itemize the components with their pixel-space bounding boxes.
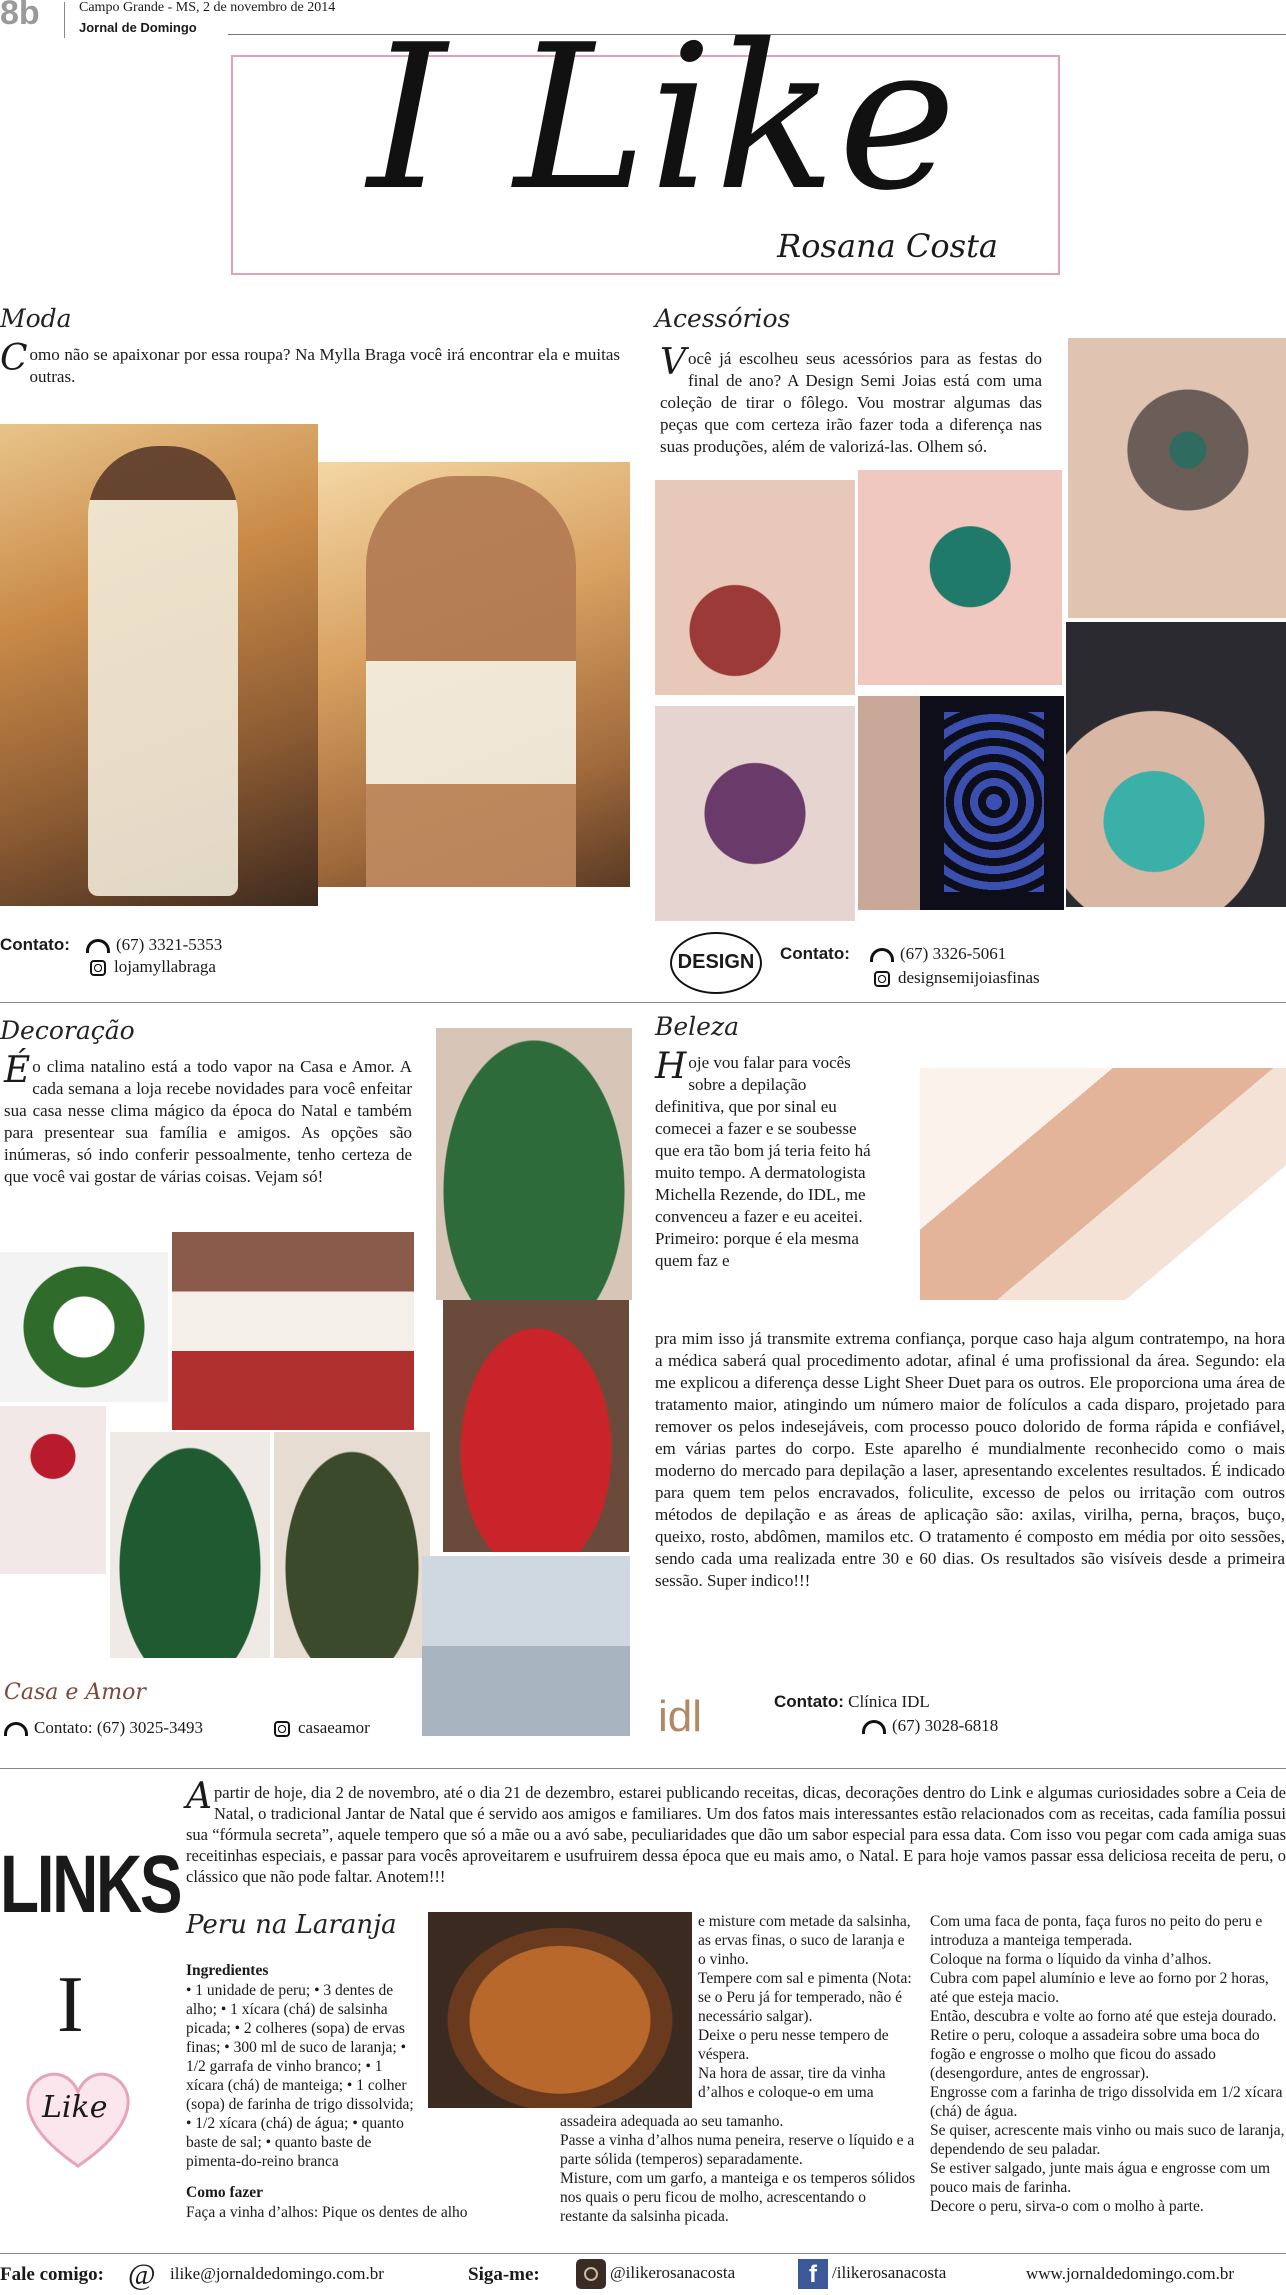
moda-photo-1 (0, 424, 318, 906)
acessorios-photo-purple (655, 706, 855, 921)
decoracao-instagram-handle: casaeamor (298, 1718, 370, 1737)
beleza-photo-legs (920, 1068, 1286, 1300)
acessorios-photo-red (655, 480, 855, 695)
acessorios-photo-turquoise (1066, 622, 1286, 907)
acessorios-contact (780, 944, 850, 964)
decoracao-photo-snow (422, 1556, 630, 1736)
footer-email[interactable]: ilike@jornaldedomingo.com.br (170, 2264, 384, 2283)
beleza-phone-number: (67) 3028-6818 (892, 1716, 999, 1735)
section-title-acessorios: Acessórios (655, 304, 791, 333)
links-intro-body: partir de hoje, dia 2 de novembro, até o dia 21 de dezembro, estarei publicando receitas, dicas, decorações dentro do Link e algumas curiosidades sobre a Ceia de Natal, o tradicional Jantar de Natal que é servido aos amigos e familiares. Um dos fatos mais interessantes estão relacionados com as receitas, cada família possui sua “fórmula secreta”, aquele tempero que só a mãe ou a avó sabe, peculiaridades que dão um sabor especial para essa data. Com isso vou pegar com cada amiga suas receitinhas especiais, e passar para vocês aproveitarem e usufruirem dessa época que eu mais amo, o Natal. E para hoje vamos passar essa deliciosa receita de peru, o clássico que não pode faltar. Anotem!!! (186, 1783, 1286, 1886)
decoracao-photo-santas (172, 1232, 414, 1430)
phone-icon (862, 1720, 886, 1734)
header-city-date: Campo Grande - MS, 2 de novembro de 2014 (79, 0, 336, 15)
header-paper-name: Jornal de Domingo (79, 20, 197, 35)
moda-contact (0, 935, 70, 955)
footer-siga-label: Siga-me: (468, 2264, 540, 2285)
links-like: Like (42, 2090, 108, 2125)
footer-facebook[interactable] (798, 2259, 946, 2289)
acessorios-dropcap: V (660, 342, 686, 383)
beleza-contact-label: Contato: (774, 1692, 844, 1711)
links-word: LINKS (0, 1839, 181, 1930)
instagram-icon (90, 960, 106, 976)
phone-icon (4, 1722, 28, 1736)
recipe-title: Peru na Laranja (186, 1910, 397, 1940)
decoracao-dropcap: É (4, 1050, 31, 1091)
acessorios-photo-blue (858, 696, 1064, 910)
acessorios-text (660, 342, 1042, 458)
ingredients-title: Ingredientes (186, 1962, 269, 1979)
footer (0, 2253, 1286, 2295)
how-title: Como fazer (186, 2184, 264, 2201)
at-icon: @ (128, 2258, 156, 2291)
acessorios-instagram-handle: designsemijoiasfinas (898, 968, 1040, 987)
acessorios-phone (870, 944, 1006, 964)
model-silhouette (88, 446, 238, 896)
moda-phone-number: (67) 3321-5353 (116, 935, 223, 954)
decoracao-photo-tree-white (110, 1432, 270, 1658)
blue-necklace (944, 712, 1044, 892)
decoracao-phone (4, 1718, 203, 1738)
instagram-icon (274, 1721, 290, 1737)
beleza-body-narrow: oje vou falar para vocês sobre a depilação definitiva, que por sinal eu comecei a fazer e se soubesse que era tão bom já teria feito há muito tempo. A dermatologista Michella Rezende, do IDL, me convenceu a fazer e eu aceitei. Primeiro: porque é ela mesma quem faz e (655, 1053, 871, 1270)
moda-body: omo não se apaixonar por essa roupa? Na Mylla Braga você irá encontrar ela e muitas outras. (29, 345, 620, 386)
masthead-author: Rosana Costa (777, 227, 998, 265)
beleza-dropcap: H (655, 1046, 687, 1087)
acessorios-photo-green (858, 470, 1062, 685)
links-letter-i: I (57, 1961, 84, 2049)
acessorios-contact-label: Contato: (780, 944, 850, 963)
idl-logo: idl (658, 1692, 703, 1741)
facebook-icon: f (798, 2259, 828, 2289)
decoracao-phone-number: (67) 3025-3493 (96, 1718, 204, 1737)
section-title-beleza: Beleza (655, 1012, 740, 1041)
moda-text (0, 338, 620, 388)
masthead (231, 2, 1060, 275)
moda-instagram-handle: lojamyllabraga (114, 957, 216, 976)
divider-row-2 (0, 1768, 1286, 1769)
section-title-moda: Moda (0, 304, 72, 333)
model-silhouette (366, 476, 576, 887)
decoracao-photo-wreath (0, 1252, 168, 1402)
recipe-col3: Com uma faca de ponta, faça furos no peito do peru e introduza a manteiga temperada. Coloque na forma o líquido da vinha d’alhos. Cubra com papel alumínio e leve ao forno por 2 horas, até que esteja macio. Então, descubra e volte ao forno até que esteja dourado. Retire o peru, coloque a assadeira sobre uma boca do fogão e engrosse o molho que ficou do assado (desengordure, antes de engrossar). Engrosse com a farinha de trigo dissolvida em 1/2 xícara (chá) de água. Se quiser, acrescente mais vinho ou mais suco de laranja, dependendo de seu paladar. Se estiver salgado, junte mais água e engrosse com um pouco mais de farinha. Decore o peru, sirva-o com o molho à parte. (930, 1913, 1285, 2215)
footer-instagram[interactable] (576, 2259, 735, 2289)
links-dropcap: A (186, 1776, 212, 1817)
moda-dropcap: C (0, 338, 28, 379)
section-title-decoracao: Decoração (0, 1016, 135, 1045)
phone-icon (870, 948, 894, 962)
design-logo: DESIGN (670, 932, 762, 994)
decoracao-photo-ornaments (0, 1406, 106, 1574)
header-divider (64, 2, 65, 38)
beleza-phone (862, 1716, 998, 1736)
ingredients-list: • 1 unidade de peru; • 3 dentes de alho; • 1 xícara (chá) de salsinha picada; • 2 colheres (sopa) de ervas finas; • 300 ml de suco de laranja; • 1/2 garrafa de vinho branco; • 1 xícara (chá) de manteiga; • 1 colher (sopa) de farinha de trigo dissolvida; • 1/2 xícara (chá) de água; • quanto baste de sal; • quanto baste de pimenta-do-reino branca (186, 1982, 414, 2170)
decoracao-body: o clima natalino está a todo vapor na Casa e Amor. A cada semana a loja recebe novidades para você enfeitar sua casa nesse clima mágico da época do Natal e também para presentear sua família e amigos. As opções são inúmeras, só indo conferir pessoalmente, tenho certeza de que você vai gostar de várias coisas. Vejam só! (4, 1057, 412, 1186)
footer-facebook-handle: /ilikerosanacosta (832, 2262, 947, 2282)
decoracao-photo-tree-red (443, 1300, 629, 1552)
decoracao-photo-tree-gold (274, 1432, 430, 1658)
phone-icon (86, 939, 110, 953)
instagram-icon (874, 971, 890, 987)
acessorios-body: ocê já escolheu seus acessórios para as festas do final de ano? A Design Semi Joias está com uma coleção de tirar o fôlego. Vou mostrar algumas das peças que com certeza irão fazer toda a diferença nas suas produções, além de valorizá-las. Olhem só. (660, 349, 1042, 456)
decoracao-contact-label: Contato: (34, 1718, 93, 1737)
instagram-icon (576, 2259, 606, 2289)
moda-photo-2 (318, 462, 630, 887)
casa-e-amor-logo: Casa e Amor (4, 1680, 146, 1705)
footer-site[interactable]: www.jornaldedomingo.com.br (1026, 2264, 1235, 2283)
beleza-contact-name: Clínica IDL (848, 1692, 930, 1711)
divider-row-1 (0, 1002, 1286, 1003)
beleza-text-wide: pra mim isso já transmite extrema confiança, porque caso haja algum contratempo, na hora a médica saberá qual procedimento adotar, afinal é uma profissional da área. Segundo: ela me explicou a diferença desse Light Sheer Duet para os outros. Ele proporciona uma área de tratamento maior, atingindo um número maior de folículos a cada disparo, projetado para remover os pelos indesejáveis, com processo pouco dolorido de forma rápida e confiável, em várias partes do corpo. Este aparelho é mundialmente reconhecido como o mais moderno do mercado para depilação a laser, apresentando excelentes resultados. É indicado para quem tem pelos encravados, foliculite, excesso de pelos ou irritação com outros métodos de depilação e as áreas de aplicação são: axilas, virilha, perna, braços, buço, queixo, rosto, abdômen, mamilos etc. O tratamento é composto em média por oito sessões, sendo cada uma realizada entre 30 e 60 dias. Os resultados são visíveis desde a primeira sessão. Super indico!!! (655, 1329, 1285, 1590)
recipe-col2-bottom: assadeira adequada ao seu tamanho. Passe a vinha d’alhos numa peneira, reserve o líquido e a parte sólida (temperos) separadamente. Misture, com um garfo, a manteiga e os temperos sólidos nos quais o peru ficou de molho, acrescentando o restante da salsinha picada. (560, 2113, 916, 2225)
page-number: 8b (0, 0, 40, 32)
links-intro (186, 1776, 1286, 1887)
how-text: Faça a vinha d’alhos: Pique os dentes de alho (186, 2204, 468, 2221)
recipe-col2-top: e misture com metade da salsinha, as ervas finas, o suco de laranja e o vinho. Tempere com sal e pimenta (Nota: se o Peru já for temperado, não é necessário salgar). Deixe o peru nesse tempero de véspera. Na hora de assar, tire da vinha d’alhos e coloque-o em uma (698, 1913, 912, 2101)
moda-phone (86, 935, 222, 955)
decoracao-instagram (274, 1718, 370, 1738)
masthead-title: I Like (367, 2, 959, 235)
beleza-text-narrow (655, 1046, 875, 1272)
beleza-contact (774, 1692, 930, 1712)
footer-instagram-handle: @ilikerosanacosta (610, 2262, 736, 2282)
decoracao-text (4, 1050, 412, 1188)
acessorios-instagram (874, 968, 1040, 988)
acessorios-photo-earring (1068, 338, 1286, 618)
moda-instagram (90, 957, 216, 977)
decoracao-photo-tree-pink (436, 1028, 632, 1300)
acessorios-phone-number: (67) 3326-5061 (900, 944, 1007, 963)
moda-contact-label: Contato: (0, 935, 70, 954)
recipe-photo-turkey (428, 1912, 692, 2108)
footer-fale-label: Fale comigo: (0, 2264, 104, 2285)
